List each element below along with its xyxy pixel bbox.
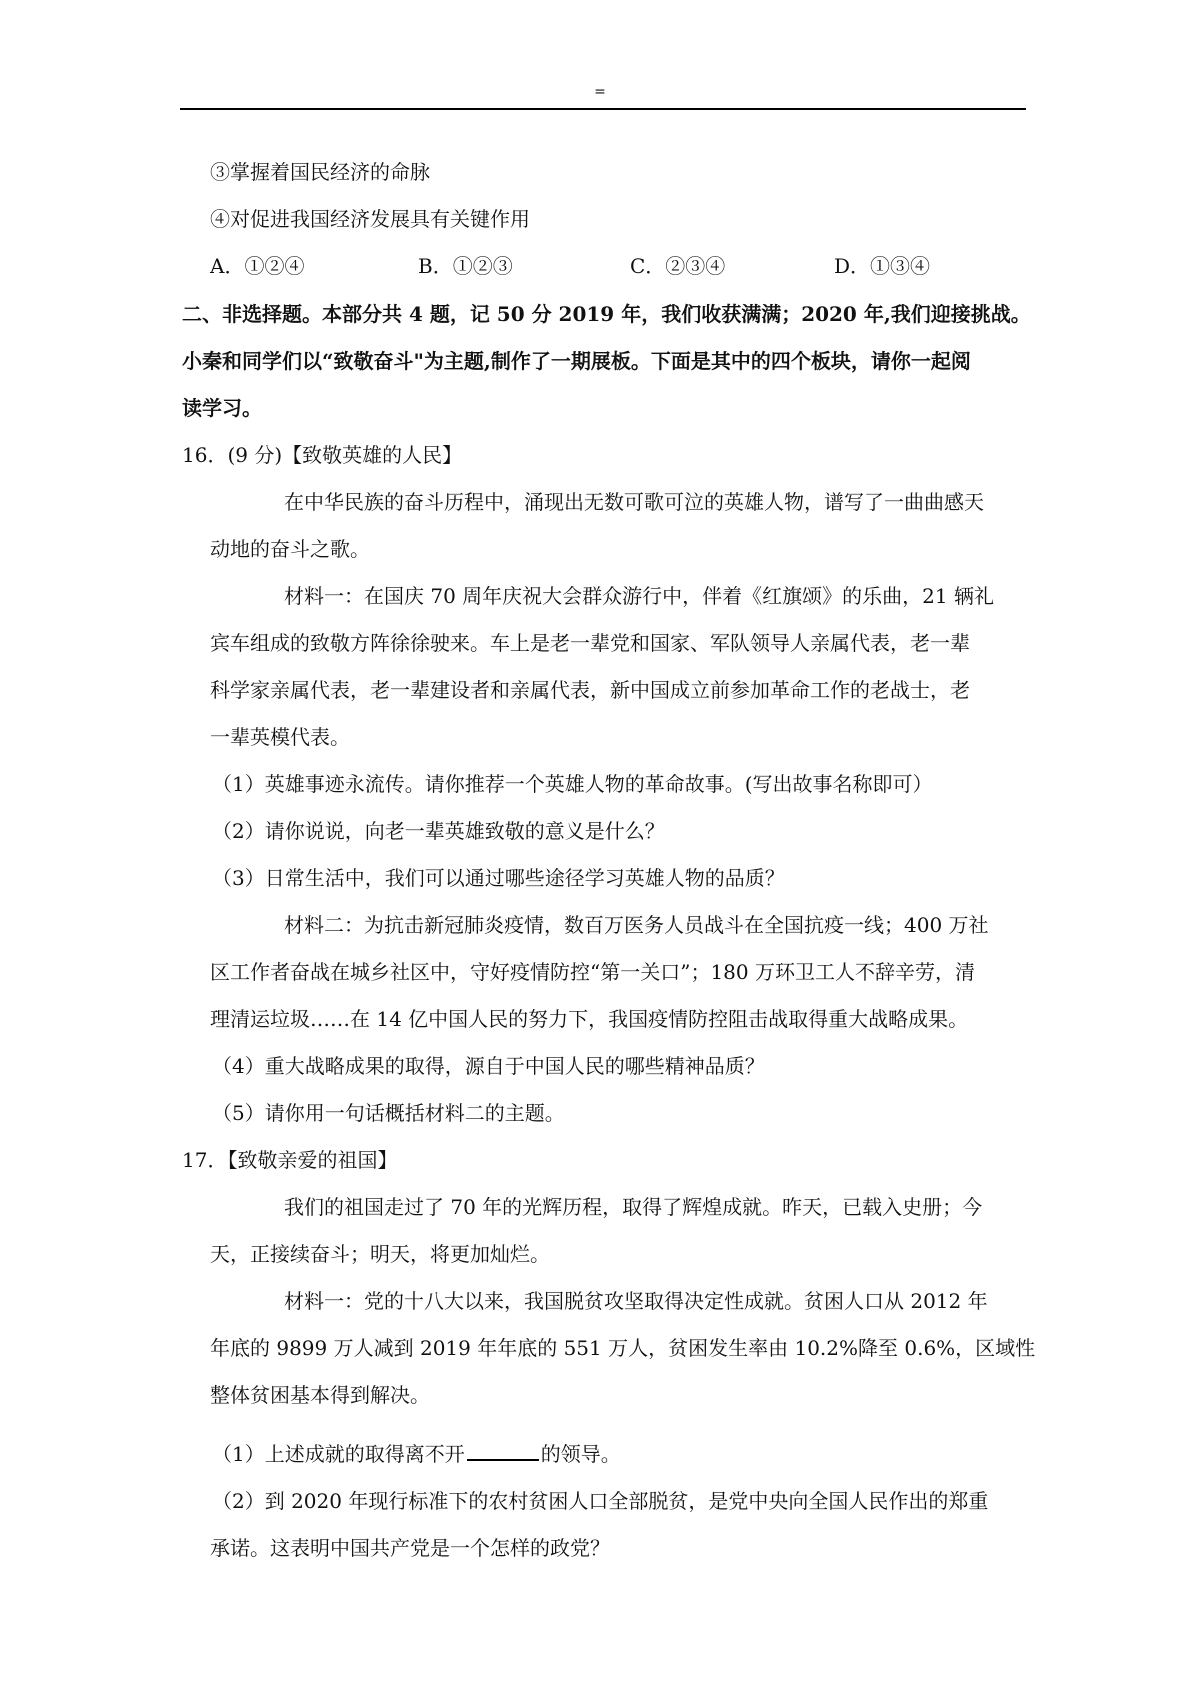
q16-sub-1: （1）英雄事迹永流传。请你推荐一个英雄人物的革命故事。(写出故事名称即可） (212, 772, 933, 796)
q17-intro-line-2: 天，正接续奋斗；明天，将更加灿烂。 (210, 1242, 550, 1266)
q16-title: 16．(9 分)【致敬英雄的人民】 (182, 443, 463, 467)
section-2-line-3: 读学习。 (182, 396, 262, 420)
q17-title: 17．【致敬亲爱的祖国】 (182, 1148, 398, 1172)
q17-sub-2-line-1: （2）到 2020 年现行标准下的农村贫困人口全部脱贫，是党中央向全国人民作出的郑重 (212, 1489, 989, 1513)
q17-sub-1 (212, 1440, 621, 1468)
option-d: D．①③④ (834, 254, 931, 278)
q16-material-1-line-2: 宾车组成的致敬方阵徐徐驶来。车上是老一辈党和国家、军队领导人亲属代表，老一辈 (210, 631, 970, 655)
option-b: B．①②③ (418, 254, 513, 278)
q17-material-1-line-1: 材料一：党的十八大以来，我国脱贫攻坚取得决定性成就。贫困人口从 2012 年 (284, 1289, 988, 1313)
header-mark: = (594, 84, 606, 100)
q16-material-2-line-1: 材料二：为抗击新冠肺炎疫情，数百万医务人员战斗在全国抗疫一线；400 万社 (284, 913, 989, 937)
q17-sub-1-after: 的领导。 (540, 1442, 621, 1466)
prev-item-4: ④对促进我国经济发展具有关键作用 (210, 207, 530, 231)
section-2-line-2: 小秦和同学们以“致敬奋斗"为主题,制作了一期展板。下面是其中的四个板块，请你一起阅 (182, 349, 971, 373)
q16-material-2-line-3: 理清运垃圾……在 14 亿中国人民的努力下，我国疫情防控阻击战取得重大战略成果。 (210, 1007, 969, 1031)
header-rule (180, 108, 1026, 110)
q16-intro-line-2: 动地的奋斗之歌。 (210, 537, 370, 561)
option-a: A．①②④ (210, 254, 305, 278)
q17-material-1-line-2: 年底的 9899 万人减到 2019 年年底的 551 万人，贫困发生率由 10.2%降至 0.6%，区域性 (210, 1336, 1036, 1360)
q16-sub-2: （2）请你说说，向老一辈英雄致敬的意义是什么？ (212, 819, 665, 843)
q16-material-1-line-1: 材料一：在国庆 70 周年庆祝大会群众游行中，伴着《红旗颂》的乐曲，21 辆礼 (284, 584, 994, 608)
q17-material-1-line-3: 整体贫困基本得到解决。 (210, 1383, 430, 1407)
q17-sub-1-before: （1）上述成就的取得离不开 (212, 1442, 465, 1466)
q16-material-2-line-2: 区工作者奋战在城乡社区中，守好疫情防控“第一关口”；180 万环卫工人不辞辛劳，清 (210, 960, 975, 984)
q16-material-1-line-4: 一辈英模代表。 (210, 725, 350, 749)
answer-blank[interactable] (467, 1441, 539, 1461)
section-2-line-1: 二、非选择题。本部分共 4 题，记 50 分 2019 年，我们收获满满；2020 年,我们迎接挑战。 (182, 302, 1031, 326)
q16-material-1-line-3: 科学家亲属代表，老一辈建设者和亲属代表，新中国成立前参加革命工作的老战士，老 (210, 678, 970, 702)
option-c: C．②③④ (630, 254, 726, 278)
prev-item-3: ③掌握着国民经济的命脉 (210, 160, 430, 184)
q16-sub-3: （3）日常生活中，我们可以通过哪些途径学习英雄人物的品质？ (212, 866, 785, 890)
q16-sub-4: （4）重大战略成果的取得，源自于中国人民的哪些精神品质？ (212, 1054, 765, 1078)
q17-sub-2-line-2: 承诺。这表明中国共产党是一个怎样的政党？ (210, 1536, 610, 1560)
q16-intro-line-1: 在中华民族的奋斗历程中，涌现出无数可歌可泣的英雄人物，谱写了一曲曲感天 (284, 490, 984, 514)
q16-sub-5: （5）请你用一句话概括材料二的主题。 (212, 1101, 565, 1125)
q17-intro-line-1: 我们的祖国走过了 70 年的光辉历程，取得了辉煌成就。昨天，已载入史册；今 (284, 1195, 983, 1219)
